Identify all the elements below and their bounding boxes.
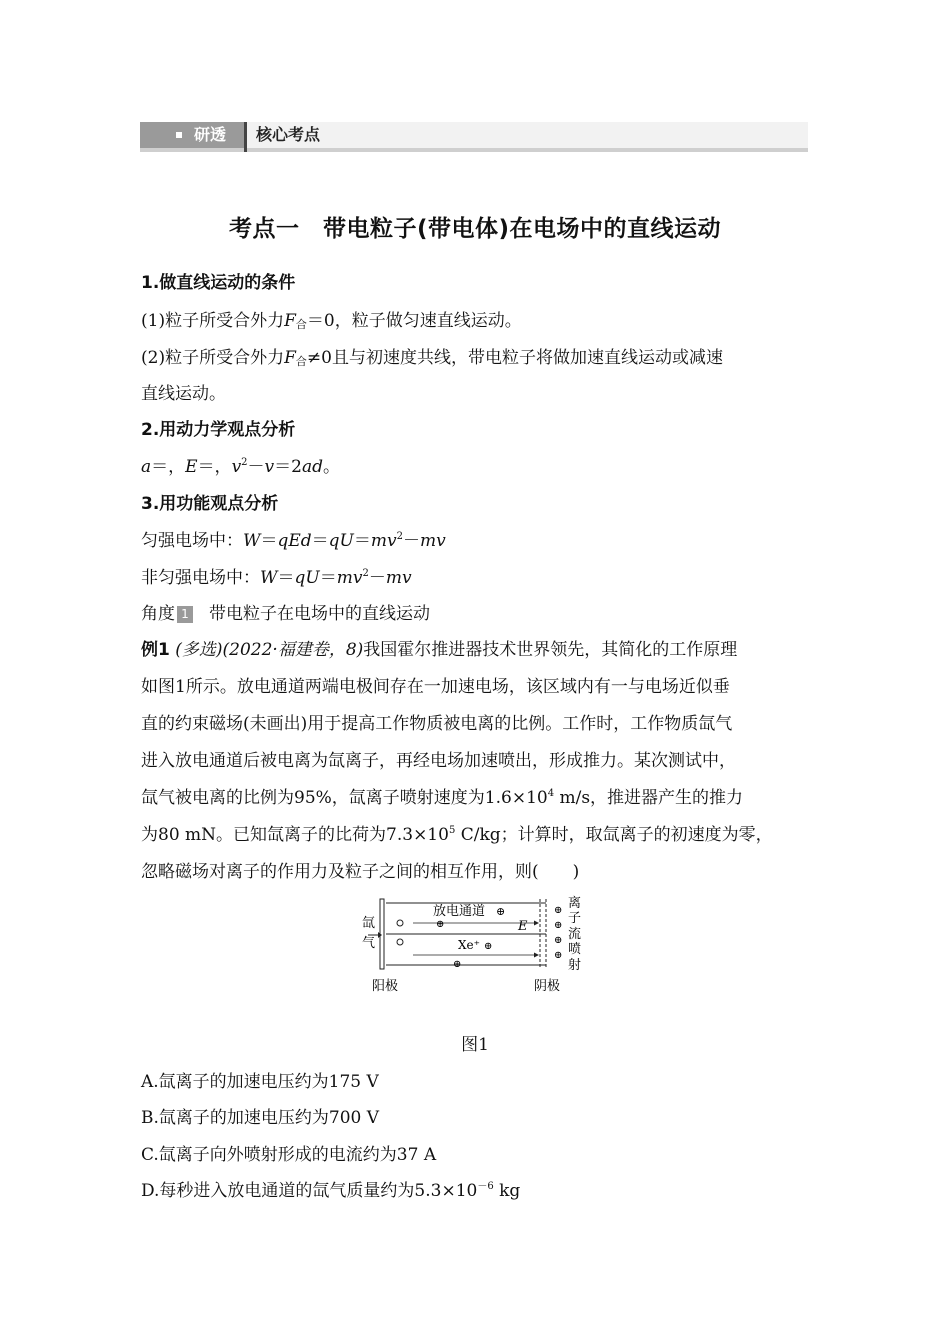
cathode-label: 阴极 [534,979,561,994]
s3-eq2: ＝ [311,531,329,551]
example-l6b: C/kg；计算时，取氙离子的初速度为零， [455,825,773,845]
jet-label: 离 [568,896,582,911]
example-l5a: 氙气被电离的比例为95%，氙离子喷射速度为1.6×10 [141,788,548,808]
example-line5 [141,783,743,808]
field-arrowhead-icon [534,953,539,958]
s3-eq3: ＝ [353,531,371,551]
banner-separator [244,122,247,152]
option-c[interactable]: C.氙离子向外喷射形成的电流约为37 A [141,1145,437,1165]
s3-v: v [387,531,397,551]
s1-line2 [141,343,723,369]
option-a[interactable]: A.氙离子的加速电压约为175 V [141,1072,379,1092]
jet-label: 喷 [568,942,582,957]
s2-sq: 2 [241,457,248,468]
s2-title: 2.用动力学观点分析 [141,420,296,440]
s2-p2: ＝， [197,457,232,477]
example-line2: 如图1所示。放电通道两端电极间存在一加速电场，该区域内有一与电场近似垂 [141,677,730,697]
s3-title: 3.用功能观点分析 [141,494,279,514]
s3-m: m [370,531,388,551]
s3-minus-n: － [368,568,386,588]
s3-uniform [141,526,446,551]
s1-title: 1.做直线运动的条件 [141,273,296,293]
gas-label-2: 气 [362,936,376,951]
option-d-a: D.每秒进入放电通道的氙气质量约为5.3×10 [141,1181,478,1201]
gas-label-1: 氙 [362,916,376,931]
example-line6 [141,820,773,845]
banner-tag-label: 研透 [194,125,227,144]
s3-qU-n: qU [294,568,320,588]
s1-line3: 直线运动。 [141,384,226,404]
s3-sq-n: 2 [362,568,369,579]
example-line1 [141,635,737,660]
s3-m-n: m [336,568,353,588]
s3-nonuniform [141,563,412,588]
xe-ion-label: Xe⁺ [458,938,480,952]
gas-atom-icon [397,920,403,926]
jet-label: 射 [568,958,582,973]
gas-atom-icon [397,939,403,945]
anode-label: 阳极 [372,979,399,994]
jet-label: 子 [568,911,582,926]
example-l5-exp: 4 [547,788,555,799]
s3-W: W [243,531,261,551]
ion-symbol: ⊕ [436,919,445,930]
field-arrowhead-icon [534,921,539,926]
s3-m2: m [420,531,437,551]
s2-v: v [231,457,242,477]
field-label: E [518,919,528,934]
s1-l1b: ＝0，粒子做匀速直线运动。 [306,311,522,331]
s1-l1a: (1)粒子所受合外力 [141,311,285,331]
s3-eq-n1: ＝ [277,568,295,588]
jet-ion-icon: ⊕ [554,950,563,961]
angle-title: 带电粒子在电场中的直线运动 [209,604,430,624]
s3-qU: qU [328,531,354,551]
s1-F: F [284,311,296,331]
s2-a: a [141,457,152,477]
s2-p4: ＝2 [274,457,302,477]
s3-sq: 2 [396,531,403,542]
s2-E: E [185,457,198,477]
example-l6-exp: 5 [448,825,456,836]
example-label: 例1 [141,640,170,660]
figure-caption: 图1 [461,1035,489,1055]
option-d-b: kg [493,1181,521,1201]
channel-label: 放电通道 [433,904,486,919]
option-b[interactable]: B.氙离子的加速电压约为700 V [141,1108,380,1128]
s3-m-n2: m [385,568,402,588]
s3-eq1: ＝ [260,531,278,551]
example-line3: 直的约束磁场(未画出)用于提高工作物质被电离的比例。工作时，工作物质氙气 [141,714,733,734]
s2-ad: ad [301,457,324,477]
option-d[interactable] [141,1176,520,1201]
ion-symbol: ⊕ [484,941,493,952]
angle-heading [141,599,430,624]
banner-tag [140,122,244,148]
s1-sub: 合 [295,318,307,331]
example-l6a: 为80 mN。已知氙离子的比荷为7.3×10 [141,825,449,845]
s1-l2b: ≠0且与初速度共线，带电粒子将做加速直线运动或减速 [306,348,723,368]
jet-label: 流 [568,927,582,942]
jet-ion-icon: ⊕ [554,935,563,946]
section-banner [140,122,808,152]
s2-p1: ＝， [151,457,186,477]
banner-title: 核心考点 [256,125,321,144]
option-d-exp: －6 [477,1181,494,1192]
s3-W-n: W [260,568,278,588]
example-line7: 忽略磁场对离子的作用力及粒子之间的相互作用，则( ) [141,862,580,882]
example-l1: 我国霍尔推进器技术世界领先，其简化的工作原理 [363,640,738,660]
s3-eq-n2: ＝ [319,568,337,588]
s1-l2a: (2)粒子所受合外力 [141,348,285,368]
s3-minus: － [403,531,420,551]
square-bullet-icon [176,132,182,138]
s3-n-label: 非匀强电场中： [141,568,260,588]
s3-v-n2: v [401,568,412,588]
ion-symbol: ⊕ [496,905,506,918]
s3-v2: v [436,531,446,551]
angle-number-badge: 1 [177,606,193,623]
s1-sub2: 合 [295,355,307,368]
example-line4: 进入放电通道后被电离为氙离子，再经电场加速喷出，形成推力。某次测试中， [141,751,736,771]
s2-p3: － [247,457,265,477]
hall-thruster-figure [358,893,598,995]
angle-label: 角度 [141,604,175,624]
s3-v-n: v [352,568,363,588]
s2-p5: 。 [323,457,341,477]
ion-symbol: ⊕ [453,959,462,970]
s3-qEd: qEd [277,531,312,551]
jet-ion-icon: ⊕ [554,905,563,916]
s2-v2: v [264,457,275,477]
page-title: 考点一 带电粒子(带电体)在电场中的直线运动 [228,216,722,242]
example-l5b: m/s，推进器产生的推力 [554,788,744,808]
jet-ion-icon: ⊕ [554,920,563,931]
example-source: (多选)(2022·福建卷，8) [175,640,364,660]
s1-line1 [141,306,522,332]
s3-u-label: 匀强电场中： [141,531,243,551]
s2-formula [141,452,340,477]
s1-F2: F [284,348,296,368]
